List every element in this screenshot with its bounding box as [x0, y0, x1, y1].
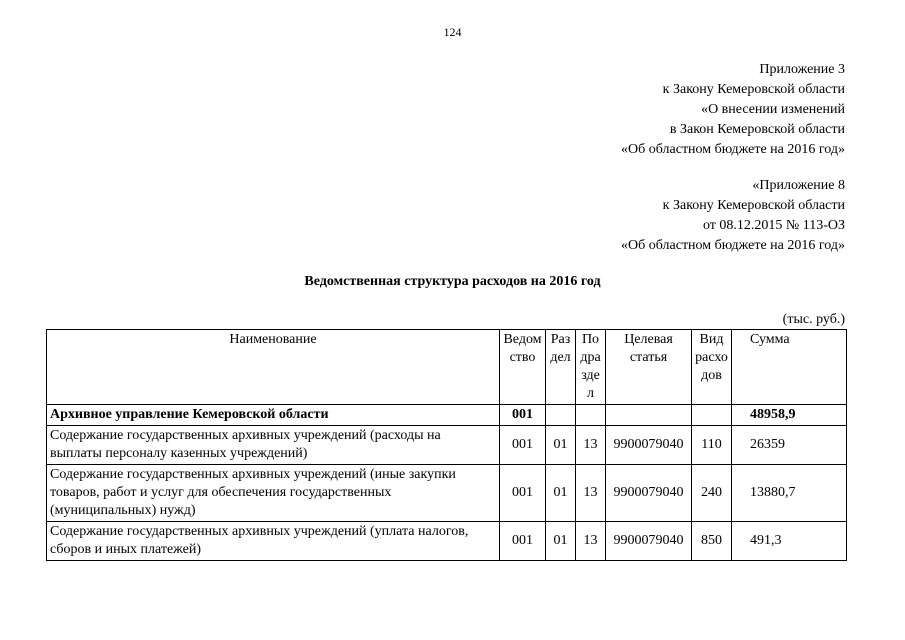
units-label: (тыс. руб.): [782, 312, 845, 327]
row-amount: 491,3: [732, 522, 847, 561]
row-target: 9900079040: [606, 426, 692, 465]
header-target: Целевая статья: [606, 330, 692, 405]
header-subsection: Подраздел: [576, 330, 606, 405]
row-subsection: 13: [576, 522, 606, 561]
table-row: [47, 465, 847, 522]
table-header-row: [47, 330, 847, 405]
page-number: 124: [443, 25, 462, 39]
appendix-8-line: «Об областном бюджете на 2016 год»: [621, 238, 845, 253]
row-name: Архивное управление Кемеровской области: [47, 405, 500, 426]
row-target: 9900079040: [606, 522, 692, 561]
row-name: Содержание государственных архивных учреждений (иные закупки товаров, работ и услуг для обеспечения государственных (муниципальных) нужд): [47, 465, 500, 522]
row-subsection: 13: [576, 426, 606, 465]
row-section: 01: [546, 426, 576, 465]
document-title: Ведомственная структура расходов на 2016 год: [304, 274, 601, 289]
row-subsection: [576, 405, 606, 426]
row-name: Содержание государственных архивных учреждений (расходы на выплаты персоналу казенных учреждений): [47, 426, 500, 465]
row-department: 001: [500, 426, 546, 465]
table-row: [47, 405, 847, 426]
row-department: 001: [500, 405, 546, 426]
table-row: [47, 522, 847, 561]
budget-table: [46, 329, 847, 561]
row-expense-type: 240: [692, 465, 732, 522]
header-section: Раздел: [546, 330, 576, 405]
row-amount: 13880,7: [732, 465, 847, 522]
row-expense-type: 850: [692, 522, 732, 561]
header-name: Наименование: [47, 330, 500, 405]
header-amount: Сумма: [732, 330, 847, 405]
row-section: 01: [546, 465, 576, 522]
row-department: 001: [500, 522, 546, 561]
row-section: 01: [546, 522, 576, 561]
row-subsection: 13: [576, 465, 606, 522]
header-expense-type: Вид расходов: [692, 330, 732, 405]
row-target: 9900079040: [606, 465, 692, 522]
appendix-8-line: к Закону Кемеровской области: [662, 198, 845, 213]
row-amount: 48958,9: [732, 405, 847, 426]
appendix-3-line: «Об областном бюджете на 2016 год»: [621, 142, 845, 157]
row-section: [546, 405, 576, 426]
table-row: [47, 426, 847, 465]
row-name: Содержание государственных архивных учреждений (уплата налогов, сборов и иных платежей): [47, 522, 500, 561]
appendix-3-header: [621, 60, 845, 160]
appendix-8-line: от 08.12.2015 № 113-ОЗ: [702, 218, 845, 233]
appendix-8-line: «Приложение 8: [752, 178, 845, 193]
appendix-3-line: Приложение 3: [759, 62, 845, 77]
appendix-3-line: в Закон Кемеровской области: [669, 122, 845, 137]
row-expense-type: 110: [692, 426, 732, 465]
row-expense-type: [692, 405, 732, 426]
row-target: [606, 405, 692, 426]
header-department: Ведомство: [500, 330, 546, 405]
appendix-8-header: [621, 176, 845, 256]
row-amount: 26359: [732, 426, 847, 465]
appendix-3-line: «О внесении изменений: [701, 102, 845, 117]
row-department: 001: [500, 465, 546, 522]
appendix-3-line: к Закону Кемеровской области: [662, 82, 845, 97]
